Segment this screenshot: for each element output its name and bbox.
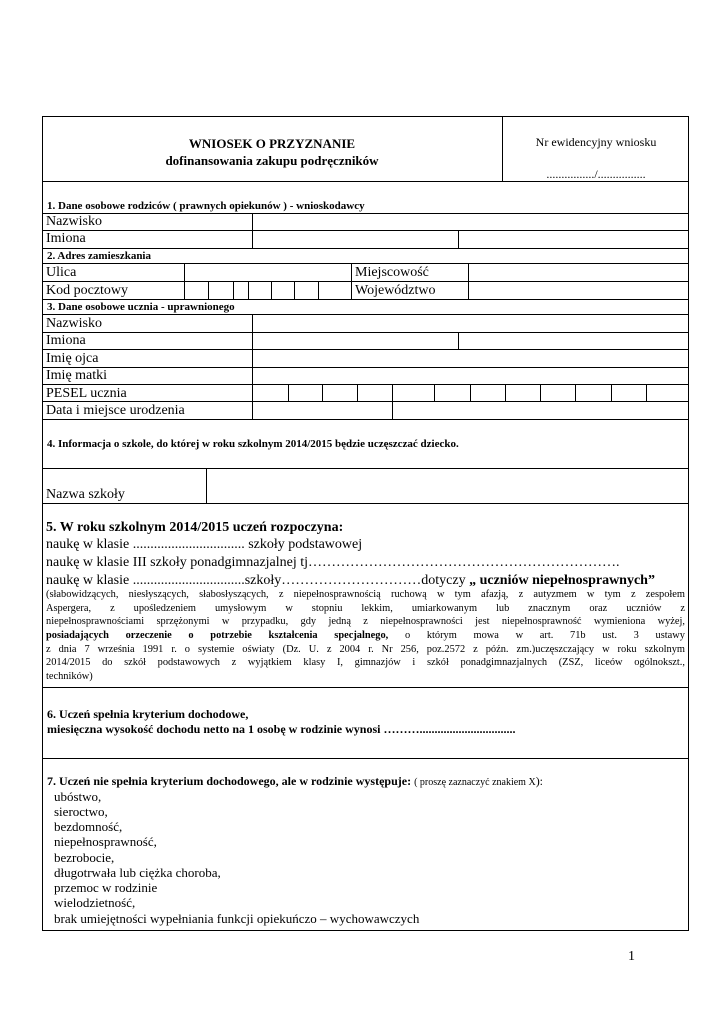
disability-description-line	[46, 631, 685, 641]
disability-description-line: (słabowidzących, niesłyszących, słabosłyszących, z niepełnosprawnością ruchową w tym afazją, z autyzmem w tym z zespołem	[46, 589, 685, 600]
student-surname-input[interactable]	[253, 315, 688, 332]
section-7-title-line	[47, 775, 543, 788]
header-divider-horizontal	[42, 181, 689, 182]
section-4-title: 4. Informacja o szkole, do której w roku szkolnym 2014/2015 będzie uczęszczać dziecko.	[47, 438, 459, 450]
birth-date-input[interactable]	[253, 402, 392, 419]
city-label: Miejscowość	[355, 265, 429, 280]
row-line	[42, 758, 689, 759]
row-line	[42, 687, 689, 688]
criterion-unemployment[interactable]: bezrobocie,	[54, 850, 115, 865]
birth-place-input[interactable]	[393, 402, 688, 419]
special-needs-class-text: naukę w klasie ................................szkoły…………………………dotyczy	[46, 573, 466, 588]
form-subtitle: dofinansowania zakupu podręczników	[165, 153, 379, 168]
school-name-input[interactable]	[207, 469, 688, 503]
criterion-long-illness[interactable]: długotrwała lub ciężka choroba,	[54, 865, 221, 880]
disability-description-line: niepełnosprawnościami sprzężonymi w przypadku, gdy jedną z niepełnosprawności jest niepełnosprawność wymieniona wyżej,	[46, 616, 685, 627]
pesel-input[interactable]	[253, 385, 688, 401]
row-line	[42, 248, 689, 249]
row-line	[42, 419, 689, 420]
disability-description-line: z dnia 7 września 1991 r. o systemie oświaty (Dz. U. z 2004 r. Nr 256, poz.2572 z późn. zm.)uczęszczający w roku szkolnym	[46, 644, 685, 655]
section-6-title: 6. Uczeń spełnia kryterium dochodowe,	[47, 707, 249, 721]
income-per-person-line[interactable]: miesięczna wysokość dochodu netto na 1 osobę w rodzinie wynosi ………................................	[47, 722, 516, 736]
father-name-input[interactable]	[253, 350, 688, 367]
section-3-title: 3. Dane osobowe ucznia - uprawnionego	[47, 301, 235, 313]
page-number: 1	[628, 949, 635, 964]
form-title: WNIOSEK O PRZYZNANIE	[188, 136, 356, 151]
street-label: Ulica	[46, 265, 77, 280]
registration-number-label: Nr ewidencyjny wniosku	[535, 135, 657, 149]
student-surname-label: Nazwisko	[46, 316, 102, 331]
primary-school-class-line[interactable]: naukę w klasie ................................ szkoły podstawowej	[46, 537, 363, 552]
parent-surname-input[interactable]	[253, 214, 688, 230]
disability-description-line: techników)	[46, 671, 93, 682]
legal-reference-text: o którym mowa w art. 71b ust. 3 ustawy	[404, 630, 685, 641]
birth-date-place-label: Data i miejsce urodzenia	[46, 403, 185, 418]
voivodeship-label: Województwo	[355, 283, 436, 298]
section-1-title: 1. Dane osobowe rodziców ( prawnych opiekunów ) - wnioskodawcy	[47, 200, 365, 212]
mother-name-label: Imię matki	[46, 368, 108, 383]
section-5-title: 5. W roku szkolnym 2014/2015 uczeń rozpoczyna:	[46, 520, 344, 535]
postal-code-input[interactable]	[185, 282, 351, 299]
mother-name-input[interactable]	[253, 368, 688, 384]
section-7-note: ( proszę zaznaczyć znakiem X	[414, 777, 536, 788]
criterion-disability[interactable]: niepełnosprawność,	[54, 834, 157, 849]
section-7-title: 7. Uczeń nie spełnia kryterium dochodowego, ale w rodzinie występuje:	[47, 774, 412, 788]
student-names-label: Imiona	[46, 333, 86, 348]
row-line	[42, 503, 689, 504]
criterion-parenting-skills[interactable]: brak umiejętności wypełniania funkcji opiekuńczo – wychowawczych	[54, 911, 420, 926]
special-education-certificate-text: posiadających orzeczenie o potrzebie kształcenia specjalnego,	[46, 630, 389, 641]
postal-code-label: Kod pocztowy	[46, 283, 129, 298]
upper-secondary-class-line[interactable]: naukę w klasie III szkoły ponadgimnazjalnej tj………………………………………………………….	[46, 555, 620, 570]
disability-description-line: 2014/2015 do szkół podstawowych z wyjątkiem klasy I, gimnazjów i szkół ponadgimnazjalnych (ZSZ, liceów ogólnokszt.,	[46, 657, 685, 668]
school-name-label: Nazwa szkoły	[46, 487, 125, 502]
parent-second-name-input[interactable]	[459, 231, 688, 248]
section-7-note-end: ):	[535, 774, 544, 788]
registration-number-field[interactable]: ................/................	[546, 167, 646, 181]
parent-first-name-input[interactable]	[253, 231, 458, 248]
voivodeship-input[interactable]	[469, 282, 688, 299]
criterion-orphanhood[interactable]: sieroctwo,	[54, 804, 108, 819]
parent-surname-label: Nazwisko	[46, 214, 102, 229]
disability-description-line: Aspergera, z upośledzeniem umysłowym w stopniu lekkim, umiarkowanym lub znacznym oraz uczniów z	[46, 603, 685, 614]
criterion-large-family[interactable]: wielodzietność,	[54, 895, 136, 910]
city-input[interactable]	[469, 264, 688, 281]
row-line	[42, 299, 689, 300]
parent-names-label: Imiona	[46, 231, 86, 246]
student-second-name-input[interactable]	[459, 333, 688, 349]
student-first-name-input[interactable]	[253, 333, 458, 349]
criterion-domestic-violence[interactable]: przemoc w rodzinie	[54, 880, 158, 895]
pesel-label: PESEL ucznia	[46, 386, 127, 401]
special-needs-emphasis: „ uczniów niepełnosprawnych”	[469, 573, 655, 588]
special-needs-class-line[interactable]	[46, 574, 655, 588]
section-2-title: 2. Adres zamieszkania	[47, 250, 151, 262]
criterion-homelessness[interactable]: bezdomność,	[54, 819, 123, 834]
father-name-label: Imię ojca	[46, 351, 99, 366]
criterion-poverty[interactable]: ubóstwo,	[54, 789, 102, 804]
street-input[interactable]	[185, 264, 351, 281]
